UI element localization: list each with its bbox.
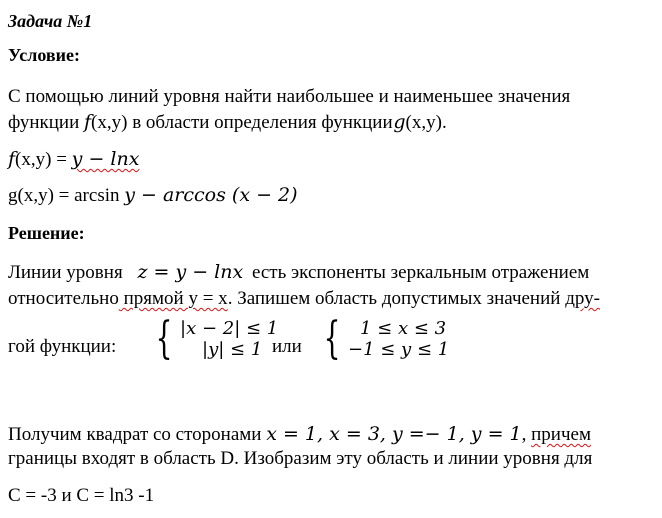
- system-2-row-1: 1 ≤ x ≤ 3: [360, 318, 447, 339]
- condition-heading: Условие:: [8, 45, 80, 65]
- solution-line-6: С = -3 и С = ln3 -1: [8, 485, 155, 506]
- condition-line-1: С помощью линий уровня найти наибольшее и наименьшее значения: [8, 86, 571, 107]
- left-brace-1: {: [155, 313, 173, 364]
- system-2-row-2: −1 ≤ y ≤ 1: [348, 339, 450, 360]
- solution-line-2: относительно прямой y = x. Запишем область допустимых значений дру-: [8, 288, 600, 309]
- solution-line-1: Линии уровня z = y − lnx есть экспоненты зеркальным отражением: [8, 261, 590, 283]
- system-1: [150, 313, 279, 364]
- or-label: или: [272, 336, 302, 357]
- solution-line-3-label: гой функции:: [8, 336, 117, 357]
- solution-heading: Решение:: [8, 223, 85, 243]
- system-2: [318, 313, 450, 364]
- condition-line-2: функции f(x,y) в области определения функции g(x,y).: [8, 111, 447, 133]
- system-1-row-1: |x − 2| ≤ 1: [180, 318, 279, 339]
- formula-f: f(x,y) = y − lnx: [8, 148, 140, 170]
- left-brace-2: {: [323, 313, 341, 364]
- system-1-row-2: |y| ≤ 1: [202, 339, 263, 360]
- solution-line-4: Получим квадрат со сторонами x = 1, x = 3, y =− 1, y = 1, причем: [8, 423, 591, 445]
- solution-line-5: границы входят в область D. Изобразим эту область и линии уровня для: [8, 448, 593, 469]
- task-title: Задача №1: [8, 11, 93, 31]
- formula-g: g(x,y) = arcsin y − arccos (x − 2): [8, 184, 298, 206]
